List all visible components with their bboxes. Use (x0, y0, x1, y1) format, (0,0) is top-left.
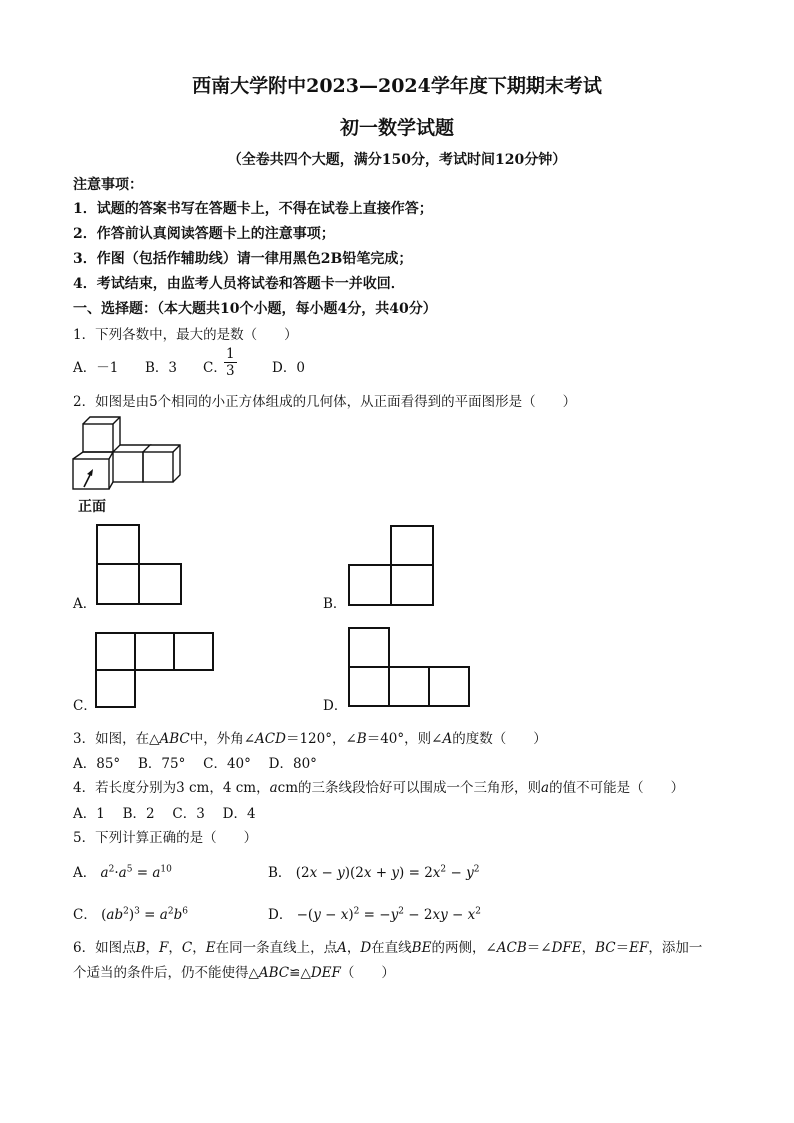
fraction-numerator: 1 (226, 346, 235, 362)
question-1-option-c-fraction (224, 346, 237, 379)
option-a-shape (96, 524, 186, 606)
question-5-stem: 5．下列计算正确的是（ ） (73, 830, 258, 846)
note-item: 3．作图（包括作辅助线）请一律用黑色2B铅笔完成； (73, 251, 413, 267)
question-5-option-b: B． $(2x - y)(2x + y) = 2x^2 - y^2$ (268, 864, 480, 881)
notes-heading: 注意事项： (73, 177, 143, 193)
question-2-option-c: C． (73, 698, 97, 714)
question-1-option-c: C． (203, 360, 227, 376)
question-2-stem: 2．如图是由5个相同的小正方体组成的几何体，从正面看得到的平面图形是（ ） (73, 394, 577, 410)
question-1-option-a: A．－1 (73, 360, 119, 376)
option-b-shape (348, 525, 438, 607)
note-item: 2．作答前认真阅读答题卡上的注意事项； (73, 226, 335, 242)
question-2-option-d: D． (323, 698, 348, 714)
question-6-stem-line-1: 6．如图点B，F，C，E在同一条直线上，点A，D在直线BE的两侧，∠ACB＝∠DFE，BC＝EF，添加一 (73, 940, 703, 956)
option-c-shape (95, 632, 217, 710)
exam-info: （全卷共四个大题，满分150分，考试时间120分钟） (227, 152, 567, 168)
note-item: 4．考试结束，由监考人员将试卷和答题卡一并收回． (73, 276, 405, 292)
question-1-option-b: B．3 (145, 360, 178, 376)
question-5-option-c: C． $(ab^2)^3 = a^2b^6$ (73, 906, 188, 923)
cube-solid-figure (70, 412, 190, 494)
front-view-label: 正面 (78, 499, 106, 515)
fraction-denominator: 3 (226, 363, 235, 379)
note-item: 1．试题的答案书写在答题卡上，不得在试卷上直接作答； (73, 201, 433, 217)
question-1-stem: 1．下列各数中，最大的是数（ ） (73, 327, 298, 343)
page-subtitle: 初一数学试题 (339, 117, 454, 139)
question-2-option-b: B． (323, 596, 347, 612)
question-2-option-a: A． (73, 596, 97, 612)
question-3-stem: 3．如图，在△ABC中，外角∠ACD＝120°，∠B＝40°，则∠A的度数（ ） (73, 731, 547, 747)
page-title: 西南大学附中2023—2024学年度下期期末考试 (192, 75, 602, 97)
option-d-shape (348, 627, 472, 709)
question-6-stem-line-2: 个适当的条件后，仍不能使得△ABC≌△DEF（ ） (73, 965, 395, 981)
question-4-stem: 4．若长度分别为3 cm，4 cm，acm的三条线段恰好可以围成一个三角形，则a的值不可能是（ ） (73, 780, 685, 796)
question-5-option-d: D． $-(y - x)^2 = -y^2 - 2xy - x^2$ (268, 906, 481, 923)
question-4-options: A．1 B．2 C．3 D．4 (73, 806, 256, 822)
question-3-options: A．85° B．75° C．40° D．80° (73, 756, 317, 772)
question-1-option-d: D．0 (272, 360, 305, 376)
section-heading: 一、选择题：（本大题共10个小题，每小题4分，共40分） (73, 301, 437, 317)
question-5-option-a: A． $a^2\cdot a^5 = a^{10}$ (73, 864, 172, 881)
